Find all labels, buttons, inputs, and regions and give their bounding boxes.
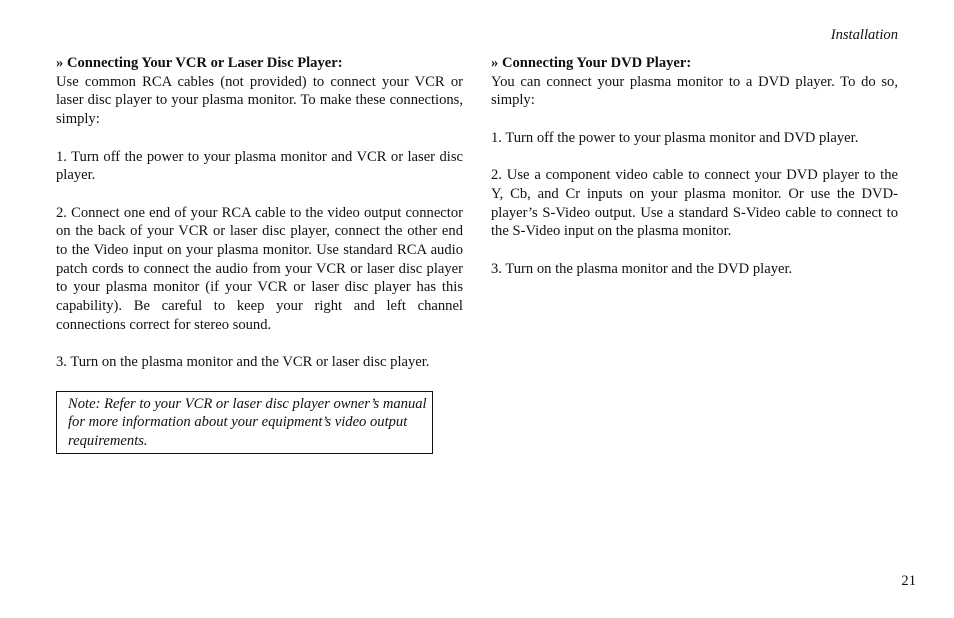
dvd-section-heading: » Connecting Your DVD Player: xyxy=(491,55,692,71)
note-box xyxy=(56,391,433,454)
vcr-step-1: 1. Turn off the power to your plasma monitor and VCR or laser disc player. xyxy=(56,148,463,184)
dvd-step-3: 3. Turn on the plasma monitor and the DVD player. xyxy=(491,260,793,277)
vcr-section xyxy=(56,54,463,454)
vcr-section-heading: » Connecting Your VCR or Laser Disc Player: xyxy=(56,55,343,71)
vcr-intro: Use common RCA cables (not provided) to connect your VCR or laser disc player to your plasma monitor. To make these connections, simply: xyxy=(56,73,463,128)
note-text: Note: Refer to your VCR or laser disc player owner’s manual for more information about your equipment’s video output requirements. xyxy=(68,395,427,449)
dvd-step-2: 2. Use a component video cable to connect your DVD player to the Y, Cb, and Cr inputs on your plasma monitor. Or use the DVD-player’s S-Video output. Use a standard S-Video cable to connect to the S-Video input on the plasma monitor. xyxy=(491,167,898,240)
vcr-step-3: 3. Turn on the plasma monitor and the VCR or laser disc player. xyxy=(56,354,430,371)
running-header: Installation xyxy=(830,27,898,43)
vcr-step-2: 2. Connect one end of your RCA cable to the video output connector on the back of your VCR or laser disc player, connect the other end to the Video input on your plasma monitor. Use standard RCA audio patch cords to connect the audio from your VCR or laser disc player to your plasma monitor (if your VCR or laser disc player has this capability). Be careful to keep your right and left channel connections correct for stereo sound. xyxy=(56,204,463,333)
dvd-step-1: 1. Turn off the power to your plasma monitor and DVD player. xyxy=(491,129,859,146)
page-number: 21 xyxy=(901,573,916,589)
dvd-section xyxy=(491,54,898,297)
dvd-intro: You can connect your plasma monitor to a DVD player. To do so, simply: xyxy=(491,73,898,109)
